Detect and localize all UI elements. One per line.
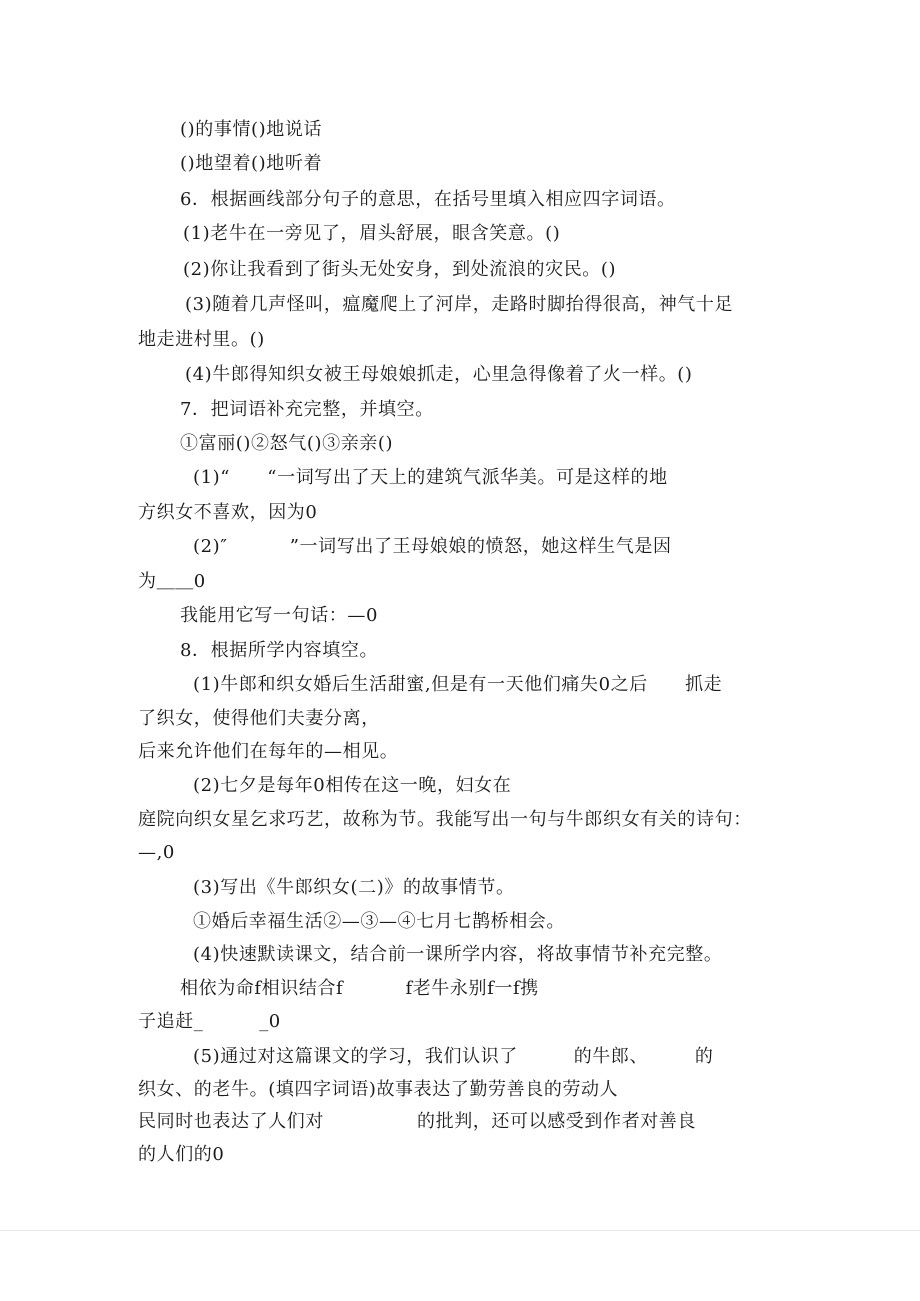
question-7-item-1-cont: 方织女不喜欢，因为0: [138, 502, 318, 523]
question-8-item-5-cont-3: 的人们的0: [138, 1144, 225, 1165]
question-6-heading: 6．根据画线部分句子的意思，在括号里填入相应四字词语。: [180, 189, 676, 210]
question-7-sentence: 我能用它写一句话：—0: [180, 605, 379, 626]
page-divider: [0, 1230, 920, 1231]
question-8-item-5-cont-1: 织女、的老牛。(填四字词语)故事表达了勤劳善良的劳动人: [138, 1079, 619, 1100]
question-8-item-1: (1)牛郎和织女婚后生活甜蜜,但是有一天他们痛失0之后 抓走: [193, 674, 723, 695]
question-8-item-1-cont-2: 后来允许他们在每年的—相见。: [138, 741, 399, 762]
question-8-item-3: (3)写出《牛郎织女(二)》的故事情节。: [193, 877, 515, 898]
question-8-item-4: (4)快速默读课文，结合前一课所学内容，将故事情节补充完整。: [193, 944, 723, 965]
question-8-item-5: (5)通过对这篇课文的学习，我们认识了 的牛郎、 的: [193, 1046, 714, 1067]
question-8-item-2-cont-2: —,0: [138, 842, 175, 863]
line-blank-pairs-1: ()的事情()地说话: [180, 119, 323, 140]
question-7-heading: 7．把词语补充完整，并填空。: [180, 399, 434, 420]
question-7-words: ①富丽()②怒气()③亲亲(): [180, 433, 394, 454]
line-blank-pairs-2: ()地望着()地听着: [180, 153, 323, 174]
question-6-item-4: (4)牛郎得知织女被王母娘娘抓走，心里急得像着了火一样。(): [185, 364, 693, 385]
question-8-item-5-cont-2: 民同时也表达了人们对 的批判，还可以感受到作者对善良: [138, 1111, 696, 1132]
question-8-item-2-cont-1: 庭院向织女星乞求巧艺，故称为节。我能写出一句与牛郎织女有关的诗句：: [138, 809, 752, 830]
question-6-item-3-cont: 地走进村里。(): [138, 329, 265, 350]
question-8-item-1-cont-1: 了织女，使得他们夫妻分离，: [138, 708, 380, 729]
question-7-item-2-cont: 为＿＿0: [138, 571, 206, 592]
question-7-item-2: (2)″ ”一词写出了王母娘娘的愤怒，她这样生气是因: [193, 536, 672, 557]
question-8-item-4-plot-cont: 子追赶_ _0: [138, 1011, 281, 1032]
question-8-item-4-plot: 相依为命f相识结合f f老牛永别f一f携: [180, 978, 539, 999]
question-7-item-1: (1)“ “一词写出了天上的建筑气派华美。可是这样的地: [193, 467, 668, 488]
question-8-item-2: (2)七夕是每年0相传在这一晚，妇女在: [193, 775, 512, 796]
question-8-heading: 8．根据所学内容填空。: [180, 640, 379, 661]
question-8-item-3-plot: ①婚后幸福生活②—③—④七月七鹊桥相会。: [193, 911, 565, 932]
question-6-item-1: (1)老牛在一旁见了，眉头舒展，眼含笑意。(): [183, 223, 561, 244]
question-6-item-3: (3)随着几声怪叫，瘟魔爬上了河岸，走路时脚抬得很高，神气十足: [185, 294, 734, 315]
question-6-item-2: (2)你让我看到了街头无处安身，到处流浪的灾民。(): [183, 259, 617, 280]
